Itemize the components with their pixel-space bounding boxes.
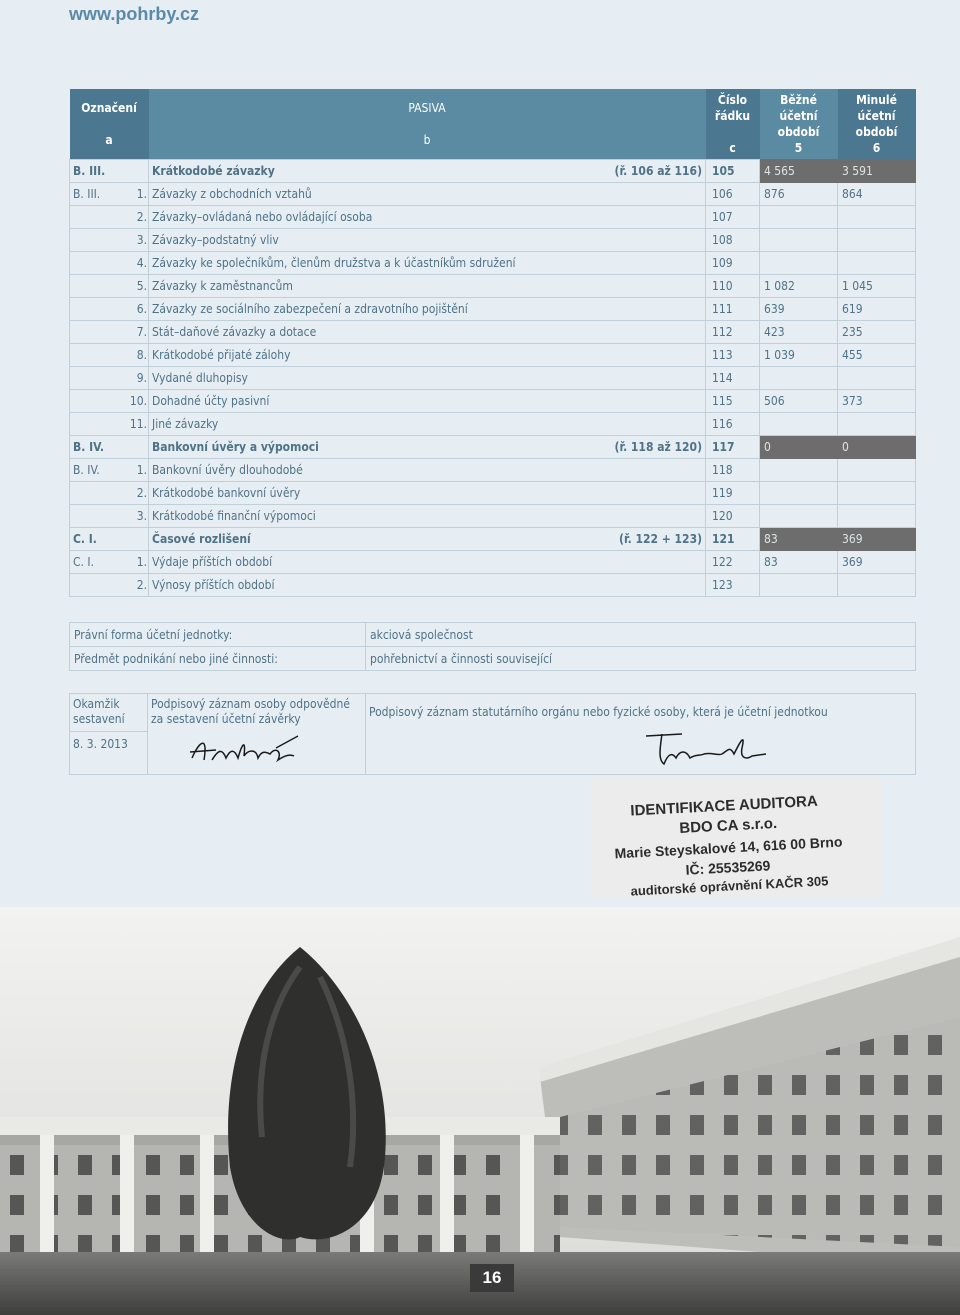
row-mark (70, 320, 116, 343)
row-item-number: 5. (116, 274, 149, 297)
row-line-number: 123 (706, 573, 760, 596)
row-mark (70, 297, 116, 320)
current-period-value: 4 565 (760, 159, 838, 182)
row-item-number: 2. (116, 573, 149, 596)
auditor-stamp-image (592, 778, 882, 898)
svg-text:Marie Steyskalové 14, 616 00 B: Marie Steyskalové 14, 616 00 Brno (614, 833, 843, 862)
row-mark: B. IV. (70, 458, 116, 481)
current-period-value (760, 504, 838, 527)
row-name-text: Časové rozlišení (152, 531, 251, 546)
previous-period-value: 235 (838, 320, 916, 343)
previous-period-value (838, 458, 916, 481)
table-row (70, 228, 916, 251)
table-row (70, 550, 916, 573)
row-name-text: Závazky ze sociálního zabezpečení a zdravotního pojištění (152, 301, 468, 316)
moment-cell (70, 694, 148, 775)
row-mark (70, 481, 116, 504)
row-name (149, 228, 706, 251)
row-name-text: Závazky–podstatný vliv (152, 232, 279, 247)
table-row (70, 435, 916, 458)
header-oznaceni: Označení a (70, 89, 149, 159)
table-row (70, 205, 916, 228)
row-line-number: 122 (706, 550, 760, 573)
previous-period-value: 373 (838, 389, 916, 412)
previous-period-value (838, 366, 916, 389)
row-item-number: 6. (116, 297, 149, 320)
row-line-number: 108 (706, 228, 760, 251)
current-period-value (760, 412, 838, 435)
table-row (70, 274, 916, 297)
row-line-number: 114 (706, 366, 760, 389)
svg-text:IDENTIFIKACE AUDITORA: IDENTIFIKACE AUDITORA (629, 792, 819, 820)
row-mark: B. IV. (70, 435, 116, 458)
current-period-value (760, 573, 838, 596)
previous-period-value: 619 (838, 297, 916, 320)
row-mark (70, 228, 116, 251)
legal-form-value: akciová společnost (366, 623, 916, 647)
row-mark: C. I. (70, 550, 116, 573)
row-mark (70, 366, 116, 389)
table-row (70, 159, 916, 182)
table-row (70, 504, 916, 527)
row-name (149, 504, 706, 527)
current-period-value (760, 228, 838, 251)
business-label: Předmět podnikání nebo jiné činnosti: (70, 647, 366, 671)
row-mark: B. III. (70, 159, 116, 182)
row-line-number: 121 (706, 527, 760, 550)
table-row (70, 251, 916, 274)
svg-text:BDO CA s.r.o.: BDO CA s.r.o. (678, 814, 778, 837)
compile-date: 8. 3. 2013 (70, 731, 147, 752)
row-name (149, 343, 706, 366)
row-line-number: 109 (706, 251, 760, 274)
current-period-value: 1 082 (760, 274, 838, 297)
current-period-value (760, 366, 838, 389)
row-mark (70, 573, 116, 596)
svg-text:IČ: 25535269: IČ: 25535269 (685, 857, 771, 878)
header-pasiva: PASIVA b (149, 89, 706, 159)
previous-period-value (838, 573, 916, 596)
row-line-number: 112 (706, 320, 760, 343)
statutory-signature (642, 728, 772, 772)
row-mark (70, 274, 116, 297)
row-item-number (116, 159, 149, 182)
row-name (149, 550, 706, 573)
auditor-stamp (592, 778, 882, 898)
row-mark (70, 343, 116, 366)
table-row (70, 458, 916, 481)
crematorium-image (0, 907, 960, 1315)
row-name-text: Krátkodobé přijaté zálohy (152, 347, 291, 362)
row-name-text: Dohadné účty pasivní (152, 393, 270, 408)
previous-period-value: 369 (838, 550, 916, 573)
table-row (70, 182, 916, 205)
table-row (70, 343, 916, 366)
table-header-row (70, 89, 916, 159)
row-name (149, 366, 706, 389)
row-item-number: 10. (116, 389, 149, 412)
row-name (149, 458, 706, 481)
row-name-text: Závazky ke společníkům, členům družstva a k účastníkům sdružení (152, 255, 516, 270)
site-url[interactable]: www.pohrby.cz (69, 4, 200, 24)
row-line-number: 111 (706, 297, 760, 320)
row-name-text: Bankovní úvěry dlouhodobé (152, 462, 303, 477)
row-name-text: Jiné závazky (152, 416, 219, 431)
row-name (149, 412, 706, 435)
row-item-number: 1. (116, 182, 149, 205)
current-period-value (760, 481, 838, 504)
row-name-text: Výnosy příštích období (152, 577, 275, 592)
row-line-number: 105 (706, 159, 760, 182)
current-period-value (760, 458, 838, 481)
row-item-number: 1. (116, 458, 149, 481)
current-period-value: 83 (760, 527, 838, 550)
row-name (149, 320, 706, 343)
row-name-text: Výdaje příštích období (152, 554, 273, 569)
moment-label: Okamžik sestavení (73, 697, 125, 726)
row-item-number (116, 527, 149, 550)
row-line-number: 118 (706, 458, 760, 481)
row-mark (70, 504, 116, 527)
table-row (70, 297, 916, 320)
row-line-number: 106 (706, 182, 760, 205)
row-name (149, 481, 706, 504)
row-name-text: Krátkodobé závazky (152, 163, 275, 178)
row-item-number: 8. (116, 343, 149, 366)
row-name (149, 297, 706, 320)
row-name (149, 182, 706, 205)
current-period-value: 83 (760, 550, 838, 573)
previous-period-value: 0 (838, 435, 916, 458)
row-mark (70, 389, 116, 412)
row-item-number: 1. (116, 550, 149, 573)
row-line-number: 115 (706, 389, 760, 412)
row-name-text: Krátkodobé bankovní úvěry (152, 485, 301, 500)
row-line-number: 117 (706, 435, 760, 458)
company-info-table (69, 622, 916, 671)
statutory-signature-cell (366, 694, 916, 775)
row-item-number: 4. (116, 251, 149, 274)
previous-period-value: 369 (838, 527, 916, 550)
previous-period-value (838, 228, 916, 251)
row-item-number: 2. (116, 481, 149, 504)
svg-text:auditorské oprávnění KAČR 305: auditorské oprávnění KAČR 305 (630, 873, 829, 898)
signature-table (69, 693, 916, 775)
row-line-number: 116 (706, 412, 760, 435)
row-line-number: 120 (706, 504, 760, 527)
row-name-text: Závazky k zaměstnancům (152, 278, 293, 293)
table-row (70, 389, 916, 412)
legal-form-label: Právní forma účetní jednotky: (70, 623, 366, 647)
current-period-value (760, 205, 838, 228)
row-mark (70, 251, 116, 274)
row-name-text: Krátkodobé finanční výpomoci (152, 508, 316, 523)
preparer-label: Podpisový záznam osoby odpovědné za sestavení účetní závěrky (151, 697, 350, 726)
table-row (70, 412, 916, 435)
previous-period-value: 455 (838, 343, 916, 366)
previous-period-value: 1 045 (838, 274, 916, 297)
row-name-text: Vydané dluhopisy (152, 370, 248, 385)
row-range-note: (ř. 118 až 120) (614, 439, 703, 454)
row-item-number: 7. (116, 320, 149, 343)
statutory-label: Podpisový záznam statutárního orgánu nebo fyzické osoby, která je účetní jednotkou (369, 705, 828, 719)
table-row (70, 320, 916, 343)
row-mark (70, 205, 116, 228)
row-name (149, 205, 706, 228)
current-period-value: 0 (760, 435, 838, 458)
row-name (149, 159, 706, 182)
row-range-note: (ř. 106 až 116) (614, 163, 703, 178)
row-name (149, 573, 706, 596)
previous-period-value (838, 205, 916, 228)
pasiva-table (69, 89, 916, 597)
table-row (70, 573, 916, 596)
previous-period-value (838, 251, 916, 274)
previous-period-value: 864 (838, 182, 916, 205)
previous-period-value: 3 591 (838, 159, 916, 182)
table-row (70, 366, 916, 389)
row-name (149, 435, 706, 458)
previous-period-value (838, 504, 916, 527)
row-line-number: 107 (706, 205, 760, 228)
row-mark (70, 412, 116, 435)
row-item-number: 9. (116, 366, 149, 389)
current-period-value: 1 039 (760, 343, 838, 366)
row-name (149, 251, 706, 274)
table-row (70, 527, 916, 550)
row-item-number: 3. (116, 504, 149, 527)
row-name-text: Závazky–ovládaná nebo ovládající osoba (152, 209, 373, 224)
preparer-signature-cell (148, 694, 366, 775)
page-number: 16 (470, 1264, 514, 1292)
previous-period-value (838, 412, 916, 435)
row-range-note: (ř. 122 + 123) (619, 531, 703, 546)
table-row (70, 481, 916, 504)
row-line-number: 110 (706, 274, 760, 297)
current-period-value: 876 (760, 182, 838, 205)
business-value: pohřebnictví a činnosti související (366, 647, 916, 671)
current-period-value: 423 (760, 320, 838, 343)
row-name (149, 389, 706, 412)
row-name-text: Závazky z obchodních vztahů (152, 186, 312, 201)
row-line-number: 113 (706, 343, 760, 366)
row-name (149, 527, 706, 550)
row-line-number: 119 (706, 481, 760, 504)
header-bezne-obdobi: Běžné účetní období 5 (760, 89, 838, 159)
row-mark: C. I. (70, 527, 116, 550)
row-item-number (116, 435, 149, 458)
row-mark: B. III. (70, 182, 116, 205)
row-name-text: Bankovní úvěry a výpomoci (152, 439, 319, 454)
current-period-value: 506 (760, 389, 838, 412)
current-period-value (760, 251, 838, 274)
row-name (149, 274, 706, 297)
building-photo (0, 907, 960, 1315)
row-item-number: 2. (116, 205, 149, 228)
preparer-signature (186, 730, 306, 772)
current-period-value: 639 (760, 297, 838, 320)
row-item-number: 11. (116, 412, 149, 435)
header-minule-obdobi: Minulé účetní období 6 (838, 89, 916, 159)
header-cislo-radku: Číslo řádku c (706, 89, 760, 159)
row-item-number: 3. (116, 228, 149, 251)
previous-period-value (838, 481, 916, 504)
row-name-text: Stát–daňové závazky a dotace (152, 324, 317, 339)
